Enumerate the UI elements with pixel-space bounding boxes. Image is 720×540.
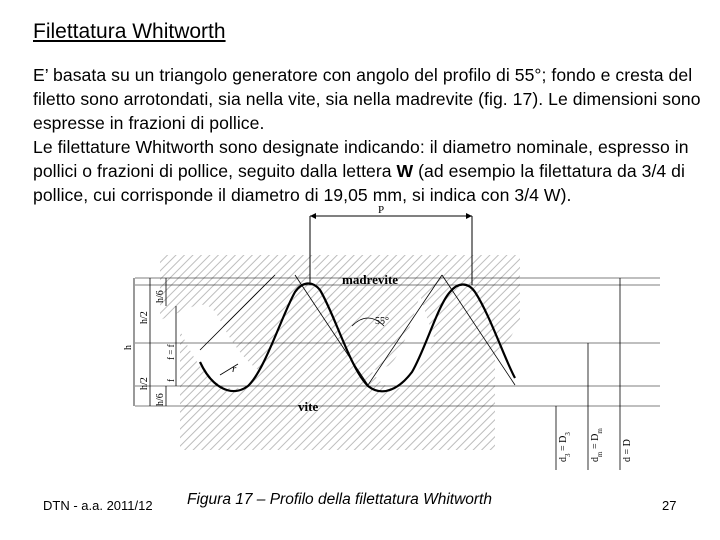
paragraph-2-bold: W — [396, 161, 414, 181]
label-h: h — [123, 345, 134, 350]
label-f-upper: f = f — [166, 344, 176, 360]
label-f-lower: f — [166, 379, 176, 382]
label-d3: $d_3 = D_3$ — [558, 432, 572, 462]
paragraph-1: E’ basata su un triangolo generatore con angolo del profilo di 55°; fondo e cresta del filetto sono arrotondati, sia nella vite, sia nella madrevite (fig. 17). Le dimensioni sono espresse in frazioni di pollice. — [33, 65, 701, 133]
label-h6-top: h/6 — [155, 290, 166, 303]
pitch-arrow-right — [466, 213, 472, 219]
body-text — [33, 63, 703, 207]
label-h2-top: h/2 — [139, 311, 150, 324]
figure-caption: Figura 17 – Profilo della filettatura Whitworth — [187, 491, 492, 508]
thread-profile-figure — [120, 200, 720, 480]
pitch-arrow-left — [310, 213, 316, 219]
label-vite: vite — [298, 399, 319, 414]
label-dm: $d_m = D_m$ — [590, 428, 604, 462]
label-madrevite: madrevite — [342, 272, 399, 287]
label-d: d = D — [622, 439, 633, 462]
paragraph-2-after: (ad esempio la filettatura da 3/4 di pollice, cui corrisponde il diametro di 19,05 mm, si indica con 3/4 W). — [33, 161, 685, 205]
label-radius: r — [232, 363, 237, 375]
slide-title: Filettatura Whitworth — [33, 20, 226, 43]
label-angle: 55° — [375, 316, 389, 327]
label-h6-bottom: h/6 — [155, 393, 166, 406]
paragraph-2-before: Le filettature Whitworth sono designate indicando: il diametro nominale, espresso in pollici o frazioni di pollice, seguito dalla lettera — [33, 137, 689, 181]
label-h2-bottom: h/2 — [139, 377, 150, 390]
thread-profile-diagram — [120, 200, 720, 480]
footer-course: DTN - a.a. 2011/12 — [43, 498, 153, 513]
page-number: 27 — [662, 498, 677, 513]
pitch-label: P — [378, 204, 385, 216]
paragraph-2 — [33, 135, 703, 207]
